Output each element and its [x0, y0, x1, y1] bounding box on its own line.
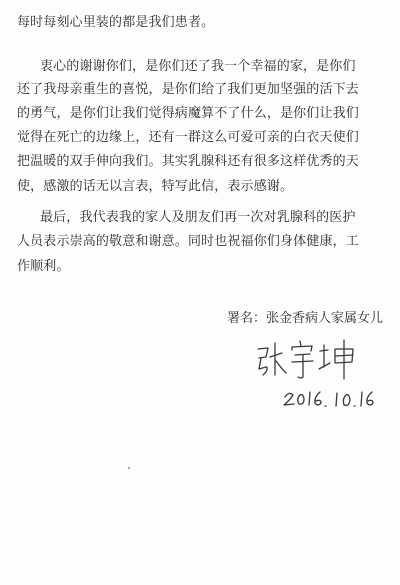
handwritten-signature-drawing [255, 335, 375, 415]
letter-line-10: 作顺利。 [17, 259, 70, 274]
letter-line-9: 人员表示崇高的敬意和谢意。同时也祝福你们身体健康，工 [17, 234, 359, 249]
letter-line-2: 衷心的谢谢你们，是你们还了我一个幸福的家，是你们 [40, 59, 356, 74]
paper-speck [128, 467, 130, 469]
letter-line-8: 最后，我代表我的家人及朋友们再一次对乳腺科的医护 [40, 210, 356, 225]
signature-label: 署名：张金香病人家属女儿 [227, 311, 384, 326]
handwritten-signature-and-date [255, 335, 375, 415]
letter-line-5: 觉得在死亡的边缘上，还有一群这么可爱可亲的白衣天使们 [17, 130, 359, 145]
letter-line-3: 还了我母亲重生的喜悦，是你们给了我们更加坚强的活下去 [17, 82, 359, 97]
letter-line-1: 每时每刻心里装的都是我们患者。 [17, 15, 215, 30]
letter-line-4: 的勇气，是你们让我们觉得病魔算不了什么，是你们让我们 [17, 106, 359, 121]
letter-line-6: 把温暖的双手伸向我们。其实乳腺科还有很多这样优秀的天 [17, 154, 359, 169]
letter-line-7: 使，感激的话无以言表，特写此信，表示感谢。 [17, 179, 294, 194]
